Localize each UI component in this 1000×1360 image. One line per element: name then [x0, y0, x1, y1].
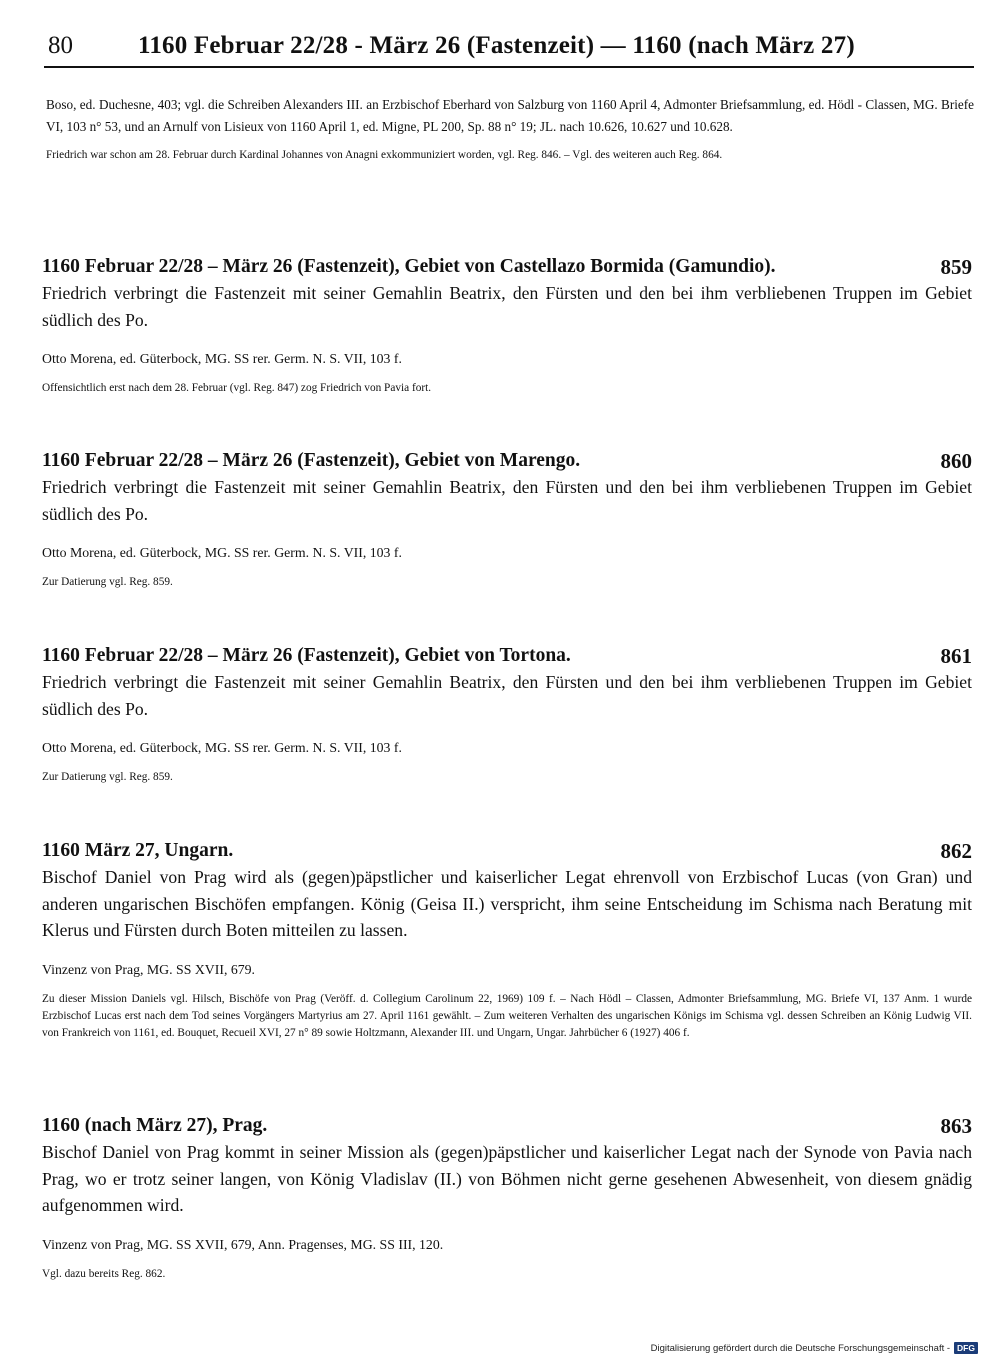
dfg-logo-icon: DFG — [954, 1342, 978, 1354]
entry-source: Otto Morena, ed. Güterbock, MG. SS rer. Germ. N. S. VII, 103 f. — [42, 545, 402, 560]
entry-heading — [42, 643, 972, 669]
entry-number: 859 — [940, 255, 972, 279]
regest-entry-863 — [42, 1113, 972, 1283]
entry-heading-text: 1160 Februar 22/28 – März 26 (Fastenzeit), Gebiet von Castellazo Bormida (Gamundio). — [42, 256, 776, 277]
entry-number: 861 — [940, 644, 972, 668]
entry-text: Bischof Daniel von Prag wird als (gegen)päpstlicher und kaiserlicher Legat ehrenvoll von Erzbischof Lucas (von Gran) und anderen ungarischen Bischöfen empfangen. König (Geisa II.) verspricht, ihm seine Entscheidung im Schisma nach Beratung mit Klerus und Fürsten durch Boten mitteilen zu lassen. — [42, 867, 972, 940]
entry-note: Offensichtlich erst nach dem 28. Februar (vgl. Reg. 847) zog Friedrich von Pavia fort. — [42, 382, 432, 394]
regest-entry-861 — [42, 643, 972, 786]
entry-note: Vgl. dazu bereits Reg. 862. — [42, 1267, 166, 1280]
entry-text: Friedrich verbringt die Fastenzeit mit seiner Gemahlin Beatrix, den Fürsten und den bei ihm verbliebenen Truppen im Gebiet südlich des Po. — [42, 672, 972, 719]
entry-heading-text: 1160 (nach März 27), Prag. — [42, 1115, 268, 1136]
entry-number: 862 — [940, 839, 972, 863]
regest-entry-859 — [42, 254, 972, 397]
entry-heading-text: 1160 Februar 22/28 – März 26 (Fastenzeit), Gebiet von Tortona. — [42, 645, 571, 666]
entry-number: 860 — [940, 449, 972, 473]
entry-text: Friedrich verbringt die Fastenzeit mit seiner Gemahlin Beatrix, den Fürsten und den bei ihm verbliebenen Truppen im Gebiet südlich des Po. — [42, 477, 972, 524]
page-number: 80 — [48, 32, 73, 59]
intro-note: Friedrich war schon am 28. Februar durch Kardinal Johannes von Anagni exkommuniziert worden, vgl. Reg. 846. – Vgl. des weiteren auch Reg. 864. — [46, 149, 723, 161]
entry-source: Vinzenz von Prag, MG. SS XVII, 679. — [42, 961, 256, 977]
entry-note: Zur Datierung vgl. Reg. 859. — [42, 576, 173, 588]
entry-heading-text: 1160 Februar 22/28 – März 26 (Fastenzeit), Gebiet von Marengo. — [42, 450, 581, 471]
entry-source: Otto Morena, ed. Güterbock, MG. SS rer. Germ. N. S. VII, 103 f. — [42, 351, 402, 366]
entry-note: Zu dieser Mission Daniels vgl. Hilsch, Bischöfe von Prag (Veröff. d. Collegium Carolinum 22, 1969) 109 f. – Nach Hödl – Classen, Admonter Briefsammlung, MG. Briefe VI, 137 Anm. 1 wurde Erzbischof Lucas erst nach dem Tod seines Vorgängers Martyrius am 27. April 1161 gewählt. – Zum weiteren Verhalten des ungarischen Königs im Schisma vgl. dessen Schreiben an König Ludwig VII. von Frankreich von 1161, ed. Bouquet, Recueil XVI, 27 n° 89 sowie Holtzmann, Alexander III. und Ungarn, Ungar. Jahrbücher 6 (1927) 406 f. — [42, 992, 972, 1039]
regest-entry-860 — [42, 448, 972, 591]
entry-text: Friedrich verbringt die Fastenzeit mit seiner Gemahlin Beatrix, den Fürsten und den bei ihm verbliebenen Truppen im Gebiet südlich des Po. — [42, 283, 972, 330]
entry-heading — [42, 1113, 972, 1139]
entry-heading — [42, 448, 972, 474]
entry-heading-text: 1160 März 27, Ungarn. — [42, 840, 234, 861]
entry-heading — [42, 838, 972, 864]
entry-heading — [42, 254, 972, 280]
running-title: 1160 Februar 22/28 - März 26 (Fastenzeit) — 1160 (nach März 27) — [138, 32, 855, 59]
footer-text: Digitalisierung gefördert durch die Deutsche Forschungsgemeinschaft - — [650, 1342, 951, 1354]
entry-text: Bischof Daniel von Prag kommt in seiner Mission als (gegen)päpstlicher und kaiserlicher Legat nach der Synode von Pavia nach Prag, wo er trotz seiner langen, von König Vladislav (II.) von Böhmen nicht gerne gesehenen Abwesenheit, von diesem gnädig aufgenommen wird. — [42, 1142, 972, 1215]
entry-note: Zur Datierung vgl. Reg. 859. — [42, 771, 173, 783]
intro-source: Boso, ed. Duchesne, 403; vgl. die Schreiben Alexanders III. an Erzbischof Eberhard von Salzburg von 1160 April 4, Admonter Briefsammlung, ed. Hödl - Classen, MG. Briefe VI, 103 n° 53, und an Arnulf von Lisieux von 1160 April 1, ed. Migne, PL 200, Sp. 88 n° 19; JL. nach 10.626, 10.627 und 10.628. — [46, 97, 974, 134]
entry-number: 863 — [940, 1114, 972, 1138]
page-header — [44, 30, 974, 68]
entry-source: Otto Morena, ed. Güterbock, MG. SS rer. Germ. N. S. VII, 103 f. — [42, 740, 402, 755]
regest-entry-862 — [42, 838, 972, 1042]
intro-block — [46, 94, 974, 164]
entry-source: Vinzenz von Prag, MG. SS XVII, 679, Ann. Pragenses, MG. SS III, 120. — [42, 1236, 444, 1252]
footer-credit — [651, 1342, 978, 1354]
